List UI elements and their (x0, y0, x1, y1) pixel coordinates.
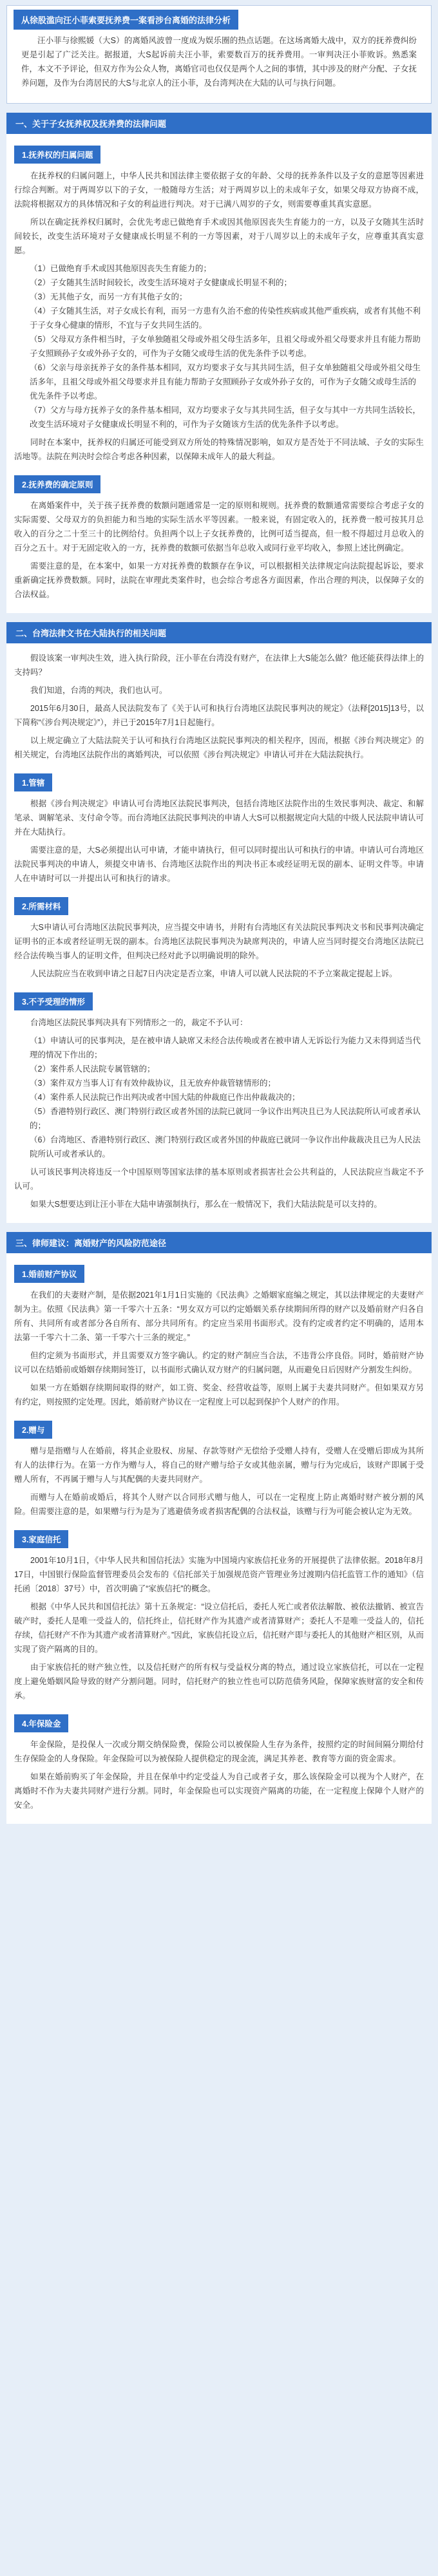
paragraph: 我们知道，台湾的判决，我们也认可。 (30, 686, 167, 695)
list-item: （5）香港特别行政区、澳门特别行政区或者外国的法院已就同一争议作出判决且已为人民法院所认可或者承认的； (30, 1107, 421, 1130)
list-item: （6）父亲与母亲抚养子女的条件基本相同，双方均要求子女与其共同生活，但子女单独随祖父母或外祖父母生活多年，且祖父母或外祖父母要求并且有能力帮助子女照顾孙子女或外孙子女的，可作为子女随父或母生活的优先条件予以考虑。 (30, 363, 421, 401)
list-item: （5）父母双方条件相当时，子女单独随祖父母或外祖父母生活多年，且祖父母或外祖父母要求并且有能力帮助子女照顾孙子女或外孙子女的，可作为子女随父或母生活的优先条件予以考虑。 (30, 335, 421, 358)
paragraph: 根据《中华人民共和国信托法》第十五条规定：“设立信托后，委托人死亡或者依法解散、被依法撤销、被宣告破产时，委托人是唯一受益人的，信托终止，信托财产作为其遗产或者清算财产；委托人不是唯一受益人的，信托存续，信托财产不作为其遗产或者清算财产。”因此，家族信托设立后，信托财产即与委托人的其他财产相区别，从而实现了资产隔离的目的。 (14, 1602, 424, 1654)
paragraph: 在离婚案件中，关于孩子抚养费的数额问题通常是一定的原则和规则。抚养费的数额通常需要综合考虑子女的实际需要、父母双方的负担能力和当地的实际生活水平等因素。一般来说，有固定收入的，抚养费一般可按其月总收入的百分之二十至三十的比例给付。负担两个以上子女抚养费的，比例可适当提高，但一般不得超过月总收入的百分之五十。对于无固定收入的一方，抚养费的数额可依据当年总收入或同行业平均收入，参照上述比例确定。 (14, 501, 424, 553)
list-item: （2）案件系人民法院专属管辖的； (30, 1065, 155, 1074)
article-title: 从徐股滥向汪小菲索要抚养费一案看涉台离婚的法律分析 (14, 10, 238, 30)
section-1-title: 一、关于子女抚养权及抚养费的法律问题 (6, 113, 432, 134)
list-item: （6）台湾地区、香港特别行政区、澳门特别行政区或者外国的仲裁庭已就同一争议作出仲裁裁决且已为人民法院所认可或者承认的。 (30, 1135, 421, 1159)
list-item: （4）案件系人民法院已作出判决或者中国大陆的仲裁庭已作出仲裁裁决的； (30, 1093, 300, 1102)
paragraph: 同时在本案中，抚养权的归属还可能受到双方所处的特殊情况影响，如双方是否处于不同法域、子女的实际生活地等。法院在判决时会综合考虑各种因素，以保障未成年人的最大利益。 (14, 438, 424, 461)
list-item: （4）子女随其生活，对子女成长有利，而另一方患有久治不愈的传染性疾病或其他严重疾病，或者有其他不利于子女身心健康的情形，不宜与子女共同生活的。 (30, 307, 421, 330)
paragraph: 在抚养权的归属问题上，中华人民共和国法律主要依据子女的年龄、父母的抚养条件以及子女的意愿等因素进行综合判断。对于两周岁以下的子女，一般随母方生活；对于两周岁以上的未成年子女，如果父母双方协商不成，法院将根据双方的具体情况和子女的利益进行判决。对于已满八周岁的子女，则需要尊重其真实意愿。 (14, 171, 424, 209)
intro-card (6, 5, 432, 104)
paragraph: 如果大S想要达到让汪小菲在大陆申请强制执行，那么在一般情况下，我们大陆法院是可以支持的。 (30, 1200, 382, 1209)
section-3-body (6, 1253, 432, 1824)
paragraph: 假设该案一审判决生效，进入执行阶段，汪小菲在台湾没有财产，在法律上大S能怎么做？他还能获得法律上的支持吗？ (14, 654, 424, 677)
paragraph: 根据《涉台判决规定》申请认可台湾地区法院民事判决，包括台湾地区法院作出的生效民事判决、裁定、和解笔录、调解笔录、支付命令等。而台湾地区法院民事判决的申请人大S可以根据规定向大陆的中级人民法院申请认可并在大陆执行。 (14, 799, 424, 837)
paragraph: 认可该民事判决将违反一个中国原则等国家法律的基本原则或者损害社会公共利益的，人民法院应当裁定不予认可。 (14, 1168, 424, 1191)
refusal-list (30, 1034, 424, 1161)
subsection-3-2-title: 2.赠与 (14, 1421, 52, 1439)
paragraph: 如果在婚前购买了年金保险，并且在保单中约定受益人为自己或者子女，那么该保险金可以视为个人财产，在离婚时不作为夫妻共同财产进行分割。同时，年金保险也可以实现资产隔离的功能，在一定程度上保障个人财产的安全。 (14, 1772, 424, 1810)
list-item: （1）已做绝育手术或因其他原因丧失生育能力的； (30, 264, 211, 273)
list-item: （1）申请认可的民事判决，是在被申请人缺席又未经合法传唤或者在被申请人无诉讼行为能力又未得到适当代理的情况下作出的； (30, 1036, 421, 1059)
subsection-2-2-title: 2.所需材料 (14, 897, 68, 915)
paragraph: 以上规定确立了大陆法院关于认可和执行台湾地区法院民事判决的相关程序，因而，根据《涉台判决规定》的相关规定，台湾地区法院作出的离婚判决，可以依照《涉台判决规定》申请认可并在大陆法院执行。 (14, 736, 424, 759)
section-1-body (6, 134, 432, 613)
subsection-2-1-title: 1.管辖 (14, 773, 52, 791)
subsection-3-4-title: 4.年保险金 (14, 1714, 68, 1732)
subsection-1-1-title: 1.抚养权的归属问题 (14, 146, 100, 164)
paragraph: 但约定须为书面形式，并且需要双方签字确认。约定的财产制应当合法，不违背公序良俗。同时，婚前财产协议可以在结婚前或婚姻存续期间签订，以书面形式确认双方财产的归属问题，从而避免日后因财产分割发生纠纷。 (14, 1351, 424, 1374)
list-item: （3）无其他子女，而另一方有其他子女的； (30, 292, 187, 301)
paragraph: 人民法院应当在收到申请之日起7日内决定是否立案，申请人可以就人民法院的不予立案裁定提起上诉。 (30, 969, 397, 978)
paragraph: 台湾地区法院民事判决具有下列情形之一的，裁定不予认可： (30, 1018, 248, 1027)
list-item: （7）父方与母方抚养子女的条件基本相同，双方均要求子女与其共同生活，但子女与其中一方共同生活较长，改变生活环境对子女健康成长明显不利的，可作为子女随该方生活的优先条件予以考虑。 (30, 406, 421, 429)
section-2-title: 二、台湾法律文书在大陆执行的相关问题 (6, 622, 432, 643)
paragraph: 2015年6月30日，最高人民法院发布了《关于认可和执行台湾地区法院民事判决的规定》（法释[2015]13号，以下简称“《涉台判决规定》”），并已于2015年7月1日起施行。 (14, 704, 424, 727)
subsection-2-3-title: 3.不予受理的情形 (14, 992, 93, 1010)
paragraph: 在我们的夫妻财产制，是依据2021年1月1日实施的《民法典》之婚姻家庭编之规定，其以法律规定的夫妻财产制为主。依照《民法典》第一千零六十五条：“男女双方可以约定婚姻关系存续期间所得的财产以及婚前财产归各自所有、共同所有或者部分各自所有、部分共同所有。约定应当采用书面形式。没有约定或者约定不明确的，适用本法第一千零六十二条、第一千零六十三条的规定。” (14, 1291, 424, 1342)
subsection-1-2-title: 2.抚养费的确定原则 (14, 475, 100, 493)
intro-paragraph: 汪小菲与徐熙媛（大S）的离婚风波曾一度成为娱乐圈的热点话题。在这场离婚大战中，双方的抚养费纠纷更是引起了广泛关注。据报道，大S起诉前夫汪小菲，索要数百万的抚养费用。一审判决汪小菲败诉。熟悉案件，本文不予评论，但双方作为公众人物，离婚官司也仅仅是两个人之间的事情，其中涉及的财产分配、子女抚养问题，及作为台湾居民的大S与北京人的汪小菲，及台湾判决在大陆的认可与执行问题。 (21, 36, 417, 88)
list-item: （2）子女随其生活时间较长，改变生活环境对子女健康成长明显不利的； (30, 278, 292, 287)
subsection-3-1-title: 1.婚前财产协议 (14, 1265, 84, 1283)
paragraph: 需要注意的是，在本案中，如果一方对抚养费的数额存在争议，可以根据相关法律规定向法院提起诉讼，要求重新确定抚养费数额。同时，法院在审理此类案件时，也会综合考虑各方面因素，作出合理的判决，以保障子女的合法权益。 (14, 562, 424, 599)
paragraph: 大S申请认可台湾地区法院民事判决，应当提交申请书，并附有台湾地区有关法院民事判决文书和民事判决确定证明书的正本或者经证明无误的副本。台湾地区法院民事判决为缺席判决的，申请人应当同时提交台湾地区法院已经合法传唤当事人的证明文件，但判决已经对此予以明确说明的除外。 (14, 923, 424, 960)
paragraph: 2001年10月1日，《中华人民共和国信托法》实施为中国境内家族信托业务的开展提供了法律依据。2018年8月17日，中国银行保险监督管理委员会发布的《信托部关于加强规范资产管理业务过渡期内信托监管工作的通知》（信托函〔2018〕37号）中，首次明确了“家族信托”的概念。 (14, 1556, 424, 1593)
custody-factor-list (30, 261, 424, 431)
paragraph: 所以在确定抚养权归属时，会优先考虑已做绝育手术或因其他原因丧失生育能力的一方，以及子女随其生活时间较长，改变生活环境对子女健康成长明显不利的一方等因素，对于八周岁以上的未成年子女，应尊重其真实意愿。 (14, 218, 424, 255)
paragraph: 如果一方在婚姻存续期间取得的财产，如工资、奖金、经营收益等，原则上属于夫妻共同财产。但如果双方另有约定，则按照约定处理。因此，婚前财产协议在一定程度上可以起到保护个人财产的作用。 (14, 1383, 424, 1406)
paragraph: 由于家族信托的财产独立性，以及信托财产的所有权与受益权分离的特点，通过设立家族信托，可以在一定程度上避免婚姻风险导致的财产分割问题。同时，信托财产的独立性也可以防范债务风险，保障家族财富的安全和传承。 (14, 1663, 424, 1700)
section-3-title: 三、律师建议：离婚财产的风险防范途径 (6, 1232, 432, 1253)
subsection-3-3-title: 3.家庭信托 (14, 1530, 68, 1548)
paragraph: 赠与是指赠与人在婚前，将其企业股权、房屋、存款等财产无偿给予受赠人持有，受赠人在受赠后即成为其所有人的法律行为。在第一方作为赠与人，将自己的财产赠与给子女或其他亲属，赠与行为完成后，该财产即属于受赠人所有，不再属于赠与人与其配偶的夫妻共同财产。 (14, 1446, 424, 1484)
paragraph: 需要注意的是，大S必须提出认可申请，才能申请执行，但可以同时提出认可和执行的申请。申请认可台湾地区法院民事判决的申请人，须提交申请书、台湾地区法院作出的判决书正本或经证明无误的副本、证明文件等。申请人在申请时可以一并提出认可和执行的请求。 (14, 846, 424, 883)
paragraph: 而赠与人在婚前或婚后，将其个人财产以合同形式赠与他人，可以在一定程度上防止离婚时财产被分割的风险。但需要注意的是，如果赠与行为是为了逃避债务或者损害配偶的合法权益，该赠与行为可能会被认定为无效。 (14, 1493, 424, 1516)
section-2-body (6, 643, 432, 1223)
list-item: （3）案件双方当事人订有有效仲裁协议，且无放弃仲裁管辖情形的； (30, 1079, 276, 1088)
paragraph: 年金保险，是投保人一次或分期交纳保险费，保险公司以被保险人生存为条件，按照约定的时间间隔分期给付生存保险金的人身保险。年金保险可以为被保险人提供稳定的现金流，满足其养老、教育等方面的资金需求。 (14, 1740, 424, 1763)
